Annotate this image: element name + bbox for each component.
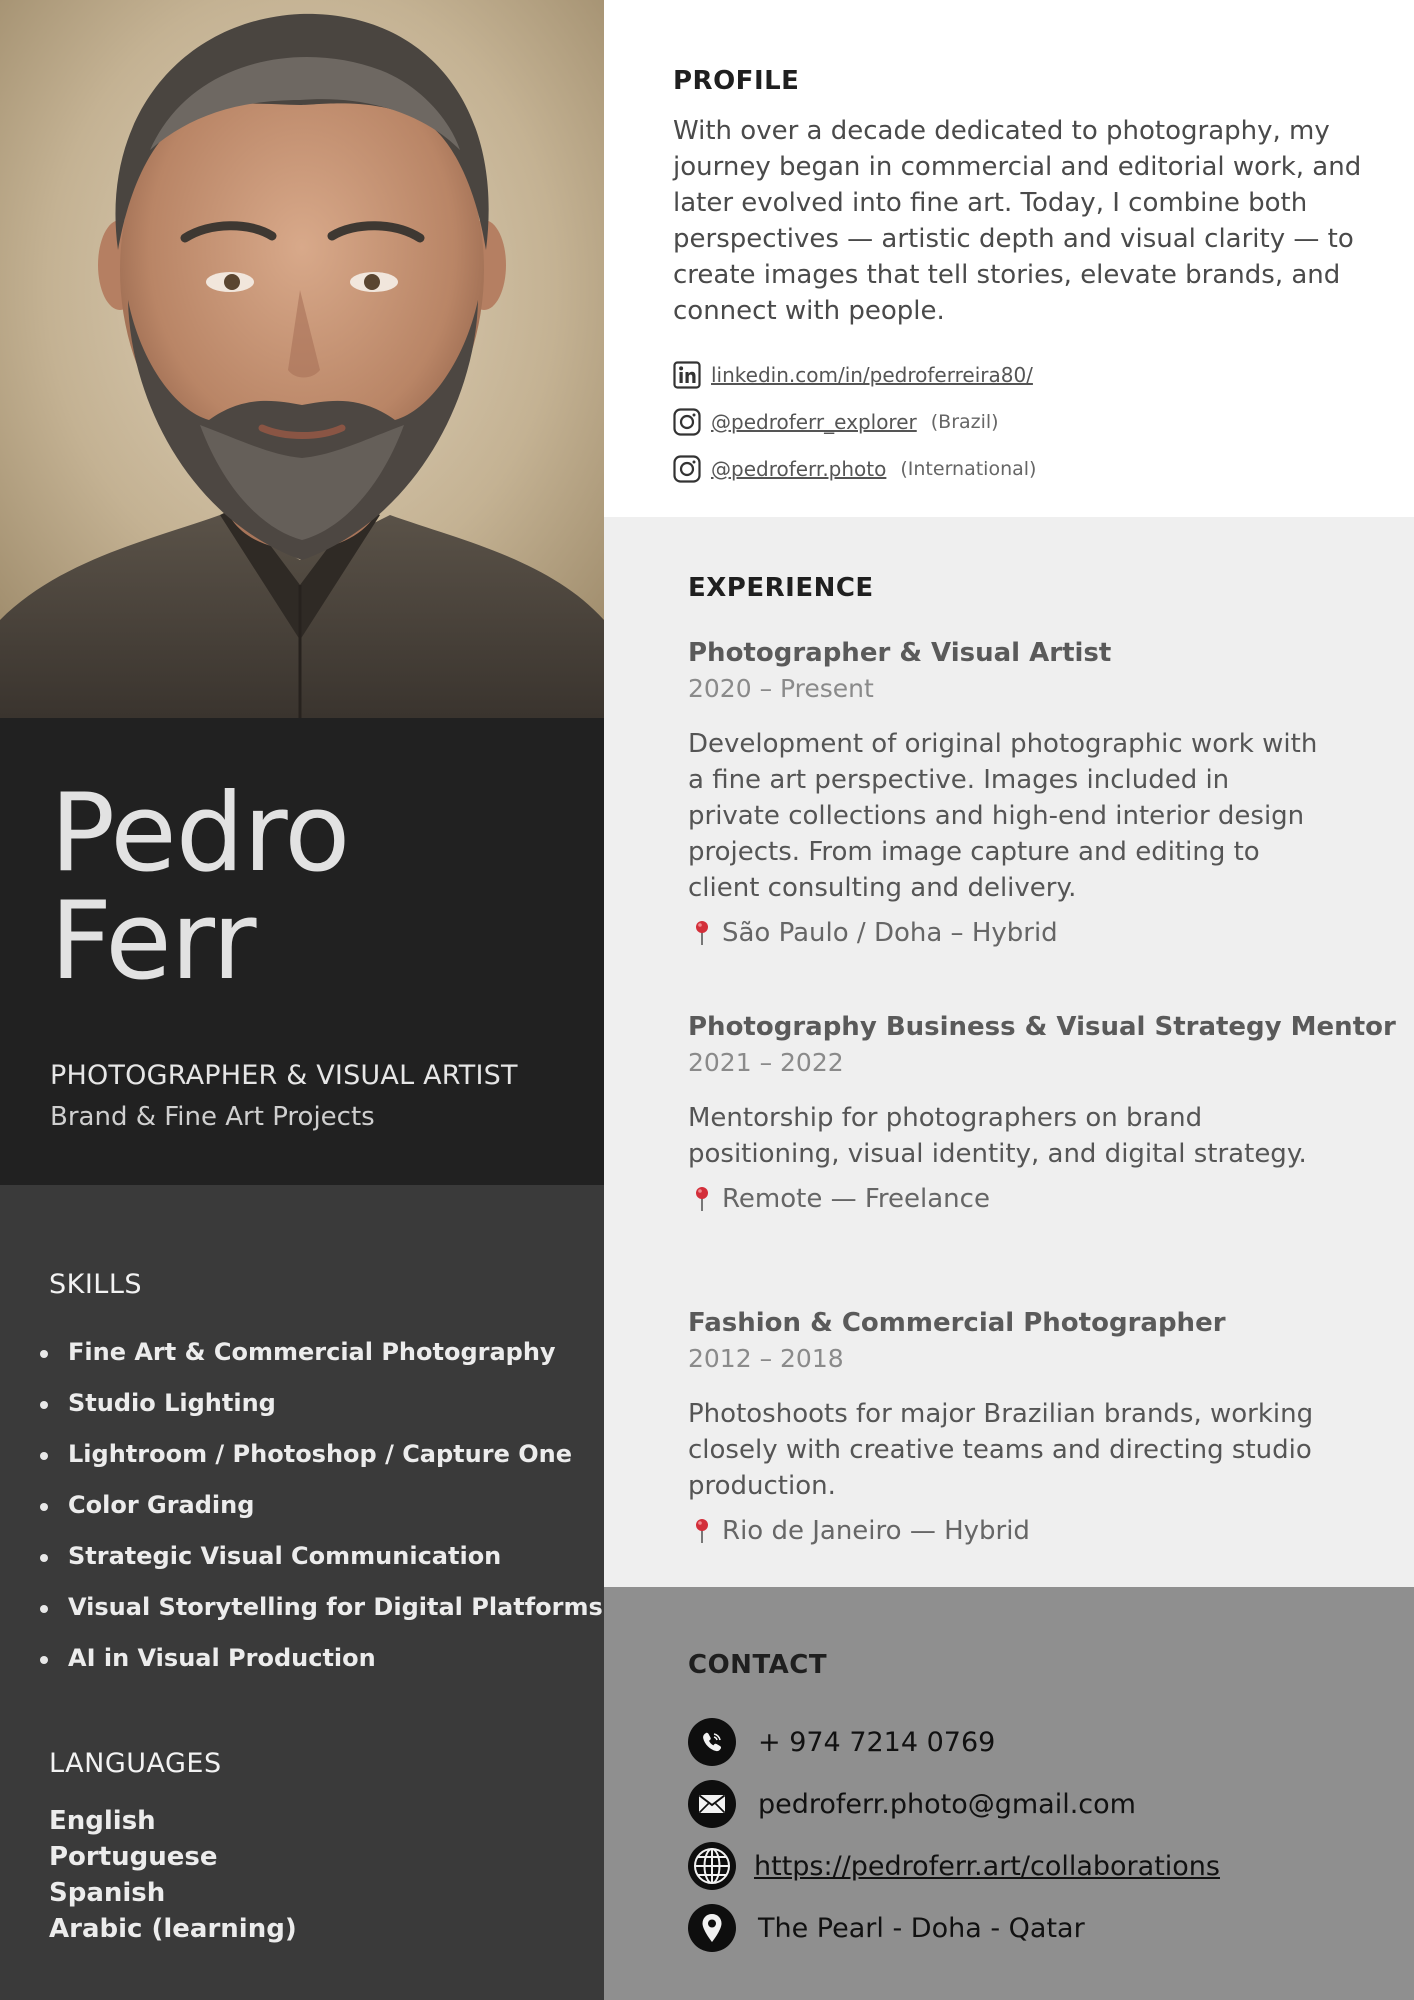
job-location-text: São Paulo / Doha – Hybrid [722, 918, 1058, 948]
instagram-international-note: (International) [900, 458, 1037, 480]
skill-item: Visual Storytelling for Digital Platforms [36, 1582, 603, 1633]
job-description: Mentorship for photographers on brand positioning, visual identity, and digital strategy. [688, 1103, 1307, 1169]
job-entry [688, 1305, 1388, 1546]
job-tagline: Brand & Fine Art Projects [50, 1102, 375, 1132]
skills-panel [0, 1185, 604, 2000]
job-title: Fashion & Commercial Photographer [688, 1308, 1226, 1338]
language-item: Spanish [49, 1878, 166, 1908]
skills-heading: SKILLS [49, 1269, 143, 1300]
name-panel [0, 718, 604, 1185]
map-pin-icon [694, 1518, 710, 1544]
job-location [688, 1516, 1388, 1546]
job-description: Photoshoots for major Brazilian brands, working closely with creative teams and directing studio production. [688, 1399, 1314, 1501]
right-column [604, 0, 1414, 2000]
linkedin-link[interactable]: linkedin.com/in/pedroferreira80/ [711, 363, 1033, 387]
skill-item: Studio Lighting [36, 1378, 603, 1429]
contact-email-text[interactable]: pedroferr.photo@gmail.com [758, 1788, 1136, 1820]
instagram-brazil-note: (Brazil) [930, 411, 999, 433]
job-title: Photographer & Visual Artist [688, 638, 1112, 668]
contact-section [604, 1587, 1414, 2000]
skill-item: Strategic Visual Communication [36, 1531, 603, 1582]
job-location [688, 918, 1388, 948]
experience-heading: EXPERIENCE [688, 573, 874, 603]
instagram-international-link[interactable]: @pedroferr.photo [711, 457, 887, 481]
instagram-icon [673, 455, 701, 483]
profile-heading: PROFILE [673, 66, 800, 96]
phone-icon [688, 1718, 736, 1766]
job-entry [688, 635, 1388, 948]
language-item: Portuguese [49, 1842, 218, 1872]
profile-text: With over a decade dedicated to photography, my journey began in commercial and editorial work, and later evolved into fine art. Today, I combine both perspectives — artistic depth and visual clarity — to create images that tell stories, elevate brands, and connect with people. [673, 116, 1362, 326]
job-title: Photography Business & Visual Strategy Mentor [688, 1012, 1396, 1042]
skill-item: Fine Art & Commercial Photography [36, 1327, 603, 1378]
mail-icon [688, 1780, 736, 1828]
skill-item: Lightroom / Photoshop / Capture One [36, 1429, 603, 1480]
job-location [688, 1184, 1388, 1214]
last-name: Ferr [50, 879, 256, 1004]
language-item: Arabic (learning) [49, 1914, 297, 1944]
job-location-text: Rio de Janeiro — Hybrid [722, 1516, 1030, 1546]
contact-heading: CONTACT [688, 1650, 828, 1680]
job-location-text: Remote — Freelance [722, 1184, 990, 1214]
portrait-illustration [0, 0, 604, 718]
instagram-icon [673, 408, 701, 436]
globe-icon [688, 1842, 736, 1890]
languages-heading: LANGUAGES [49, 1748, 222, 1779]
contact-address-text: The Pearl - Doha - Qatar [758, 1912, 1085, 1944]
contact-email [688, 1780, 1136, 1828]
map-pin-icon [694, 1186, 710, 1212]
linkedin-icon [673, 361, 701, 389]
left-column [0, 0, 604, 2000]
contact-address [688, 1904, 1085, 1952]
location-pin-icon [688, 1904, 736, 1952]
contact-phone-text[interactable]: + 974 7214 0769 [758, 1726, 996, 1758]
instagram-brazil-link[interactable]: @pedroferr_explorer [711, 410, 917, 434]
experience-section [604, 517, 1414, 1587]
contact-website [688, 1842, 1220, 1890]
skill-item: Color Grading [36, 1480, 603, 1531]
job-years: 2020 – Present [688, 674, 874, 703]
contact-website-link[interactable]: https://pedroferr.art/collaborations [754, 1850, 1220, 1882]
job-entry [688, 1009, 1396, 1214]
job-years: 2021 – 2022 [688, 1048, 844, 1077]
social-linkedin [673, 358, 1393, 392]
job-role: PHOTOGRAPHER & VISUAL ARTIST [50, 1060, 518, 1091]
contact-phone [688, 1718, 995, 1766]
profile-photo [0, 0, 604, 718]
language-item: English [49, 1806, 156, 1836]
languages-list [49, 1803, 297, 1947]
job-years: 2012 – 2018 [688, 1344, 844, 1373]
social-instagram-brazil [673, 405, 1393, 439]
map-pin-icon [694, 920, 710, 946]
social-instagram-international [673, 452, 1393, 486]
skill-item: AI in Visual Production [36, 1633, 603, 1684]
full-name [50, 771, 350, 1004]
profile-section [604, 0, 1414, 517]
skills-list [36, 1327, 603, 1684]
first-name: Pedro [50, 771, 350, 896]
job-description: Development of original photographic work with a fine art perspective. Images included in private collections and high-end interior design projects. From image capture and editing to client consulting and delivery. [688, 729, 1318, 903]
